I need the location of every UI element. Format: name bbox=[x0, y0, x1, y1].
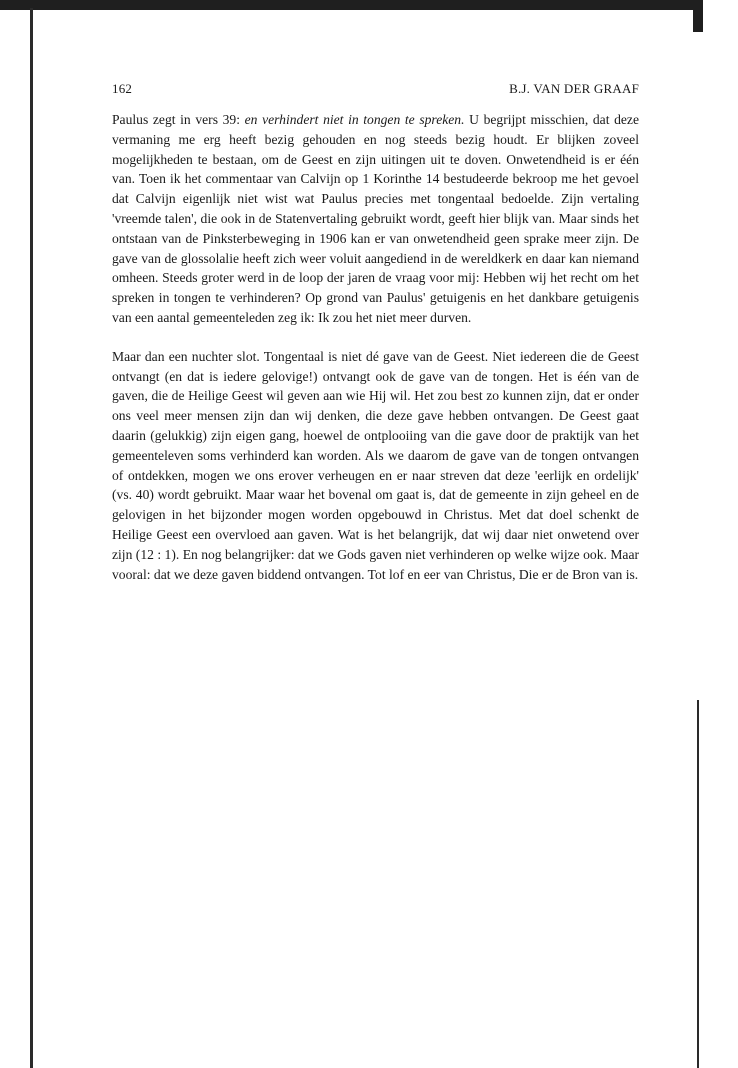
running-head-author: B.J. VAN DER GRAAF bbox=[509, 81, 639, 96]
body-paragraph-2: Maar dan een nuchter slot. Tongentaal is niet dé gave van de Geest. Niet iedereen die de Geest ontvangt (en dat is iedere gelovige!) ontvangt ook de gave van de tongen. Het is één van de gaven, die de Heilige Geest wil geven aan wie Hij wil. Het zou best zo kunnen zijn, dat er onder ons veel meer mensen zijn dan wij denken, die deze gave hebben ontvangen. De Geest gaat daarin (gelukkig) zijn eigen gang, hoewel de ontplooiing van die gave door de praktijk van het gemeenteleven soms verhinderd kan worden. Als we daarom de gave van de tongen ontvangen of ontdekken, mogen we ons erover verheugen en er naar streven dat deze 'eerlijk en ordelijk' (vs. 40) wordt gebruikt. Maar waar het bovenal om gaat is, dat de gemeente in zijn geheel en de gelovigen in het bijzonder mogen worden opgebouwd in Christus. Met dat doel schenkt de Heilige Geest een overvloed aan gaven. Wat is het belangrijk, dat wij daar niet onwetend over zijn (12 : 1). En nog belangrijker: dat we Gods gaven niet verhinderen op welke wijze ook. Maar vooral: dat we deze gaven biddend ontvangen. Tot lof en eer van Christus, Die er de Bron van is. bbox=[112, 348, 639, 582]
scan-border-right bbox=[693, 8, 703, 32]
scripture-quote: en verhindert niet in tongen te spreken. bbox=[244, 112, 465, 127]
paragraph-1-intro: Paulus zegt in vers 39: bbox=[112, 112, 245, 127]
scan-border-top bbox=[0, 0, 703, 10]
paragraph-1-rest: U begrijpt misschien, dat deze vermaning me erg heeft bezig gehouden en nog steeds bezig houdt. Er blijken zoveel mogelijkheden te bestaan, om de Geest en zijn uitingen uit te doven. Onwetendheid is er één van. Toen ik het commentaar van Calvijn op 1 Korinthe 14 bestudeerde bekroop me het gevoel dat Calvijn eigenlijk niet wist wat Paulus precies met tongentaal bedoelde. Zijn vertaling 'vreemde talen', die ook in de Statenvertaling gebruikt wordt, geeft hier blijk van. Maar sinds het ontstaan van de Pinksterbeweging in 1906 kan er van onwetendheid geen sprake meer zijn. De gave van de glossolalie heeft zich weer voluit aangediend in de wereldkerk en daar kan niemand omheen. Steeds groter werd in de loop der jaren de vraag voor mij: Hebben wij het recht om het spreken in tongen te verhinderen? Op grond van Paulus' getuigenis en het dankbare getuigenis van een aantal gemeenteleden zeg ik: Ik zou het niet meer durven. bbox=[112, 112, 639, 325]
scan-border-left bbox=[30, 8, 33, 1068]
body-paragraph-1 bbox=[112, 110, 639, 328]
page-number: 162 bbox=[112, 81, 133, 96]
scan-border-right-lower bbox=[697, 700, 699, 1068]
running-head bbox=[112, 80, 639, 98]
page-content bbox=[112, 80, 639, 584]
